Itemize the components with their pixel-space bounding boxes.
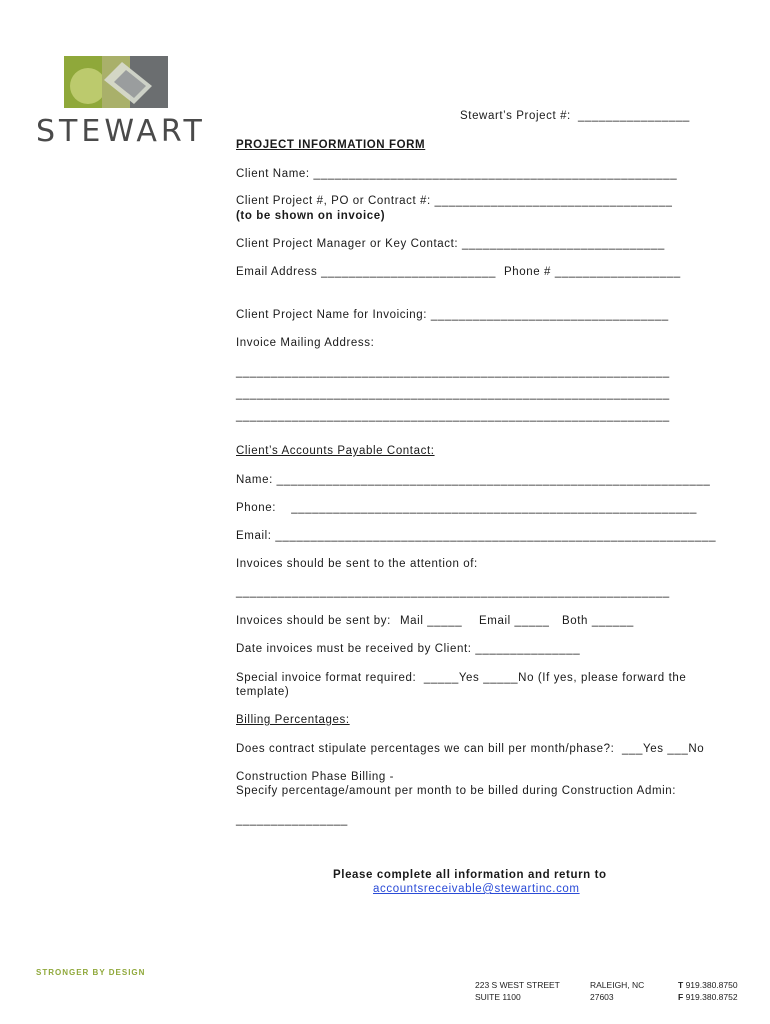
ap-phone-field: Phone: __________________________________________________________	[236, 502, 697, 514]
date-received-field: Date invoices must be received by Client: _______________	[236, 643, 581, 655]
closing-instruction: Please complete all information and return to	[333, 869, 607, 881]
client-project-field: Client Project #, PO or Contract #: __________________________________	[236, 195, 673, 207]
form-title: PROJECT INFORMATION FORM	[236, 139, 426, 151]
footer-city: RALEIGH, NC	[590, 980, 645, 990]
email-address-field: Email Address _________________________	[236, 266, 496, 278]
accounts-receivable-email-link[interactable]: accountsreceivable@stewartinc.com	[373, 883, 580, 895]
stewarts-project-label: Stewart’s Project #:	[460, 110, 571, 122]
footer-phone-label: T	[678, 980, 684, 990]
invoice-note: (to be shown on invoice)	[236, 210, 386, 222]
construction-line-2: Specify percentage/amount per month to be billed during Construction Admin:	[236, 785, 677, 797]
invoice-mailing-label: Invoice Mailing Address:	[236, 337, 375, 349]
stewart-logo	[36, 56, 206, 156]
footer-fax	[678, 992, 738, 1002]
logo-mark-icon	[64, 56, 168, 108]
project-name-invoicing-field: Client Project Name for Invoicing: __________________________________	[236, 309, 669, 321]
address-line-3: ______________________________________________________________	[236, 410, 670, 422]
ap-contact-heading: Client’s Accounts Payable Contact:	[236, 445, 435, 457]
project-manager-field: Client Project Manager or Key Contact: _____________________________	[236, 238, 665, 250]
sent-by-email: Email _____	[479, 615, 550, 627]
address-line-2: ______________________________________________________________	[236, 388, 670, 400]
stipulate-question: Does contract stipulate percentages we can bill per month/phase?: ___Yes ___No	[236, 743, 705, 755]
footer-street: 223 S WEST STREET	[475, 980, 560, 990]
special-format-line-2: template)	[236, 686, 290, 698]
footer-suite: SUITE 1100	[475, 992, 521, 1002]
tagline: STRONGER BY DESIGN	[36, 968, 146, 977]
attention-line: ______________________________________________________________	[236, 586, 670, 598]
billing-heading: Billing Percentages:	[236, 714, 350, 726]
special-format-line-1: Special invoice format required: _____Yes _____No (If yes, please forward the	[236, 672, 687, 684]
footer-fax-label: F	[678, 992, 684, 1002]
attention-of-label: Invoices should be sent to the attention of:	[236, 558, 478, 570]
footer-fax-number: 919.380.8752	[685, 992, 738, 1002]
footer-phone-number: 919.380.8750	[685, 980, 738, 990]
construction-blank: ________________	[236, 814, 348, 826]
logo-brand-text: STEWART	[36, 114, 206, 149]
footer-phone	[678, 980, 738, 990]
ap-name-field: Name: ______________________________________________________________	[236, 474, 711, 486]
ap-email-field: Email: _______________________________________________________________	[236, 530, 717, 542]
sent-by-mail: Mail _____	[400, 615, 463, 627]
client-name-field: Client Name: ____________________________________________________	[236, 168, 678, 180]
footer-zip: 27603	[590, 992, 614, 1002]
phone-field: Phone # __________________	[504, 266, 681, 278]
sent-by-label: Invoices should be sent by:	[236, 615, 391, 627]
address-line-1: ______________________________________________________________	[236, 366, 670, 378]
sent-by-both: Both ______	[562, 615, 634, 627]
stewarts-project-blank: ________________	[578, 110, 690, 122]
construction-line-1: Construction Phase Billing -	[236, 771, 395, 783]
